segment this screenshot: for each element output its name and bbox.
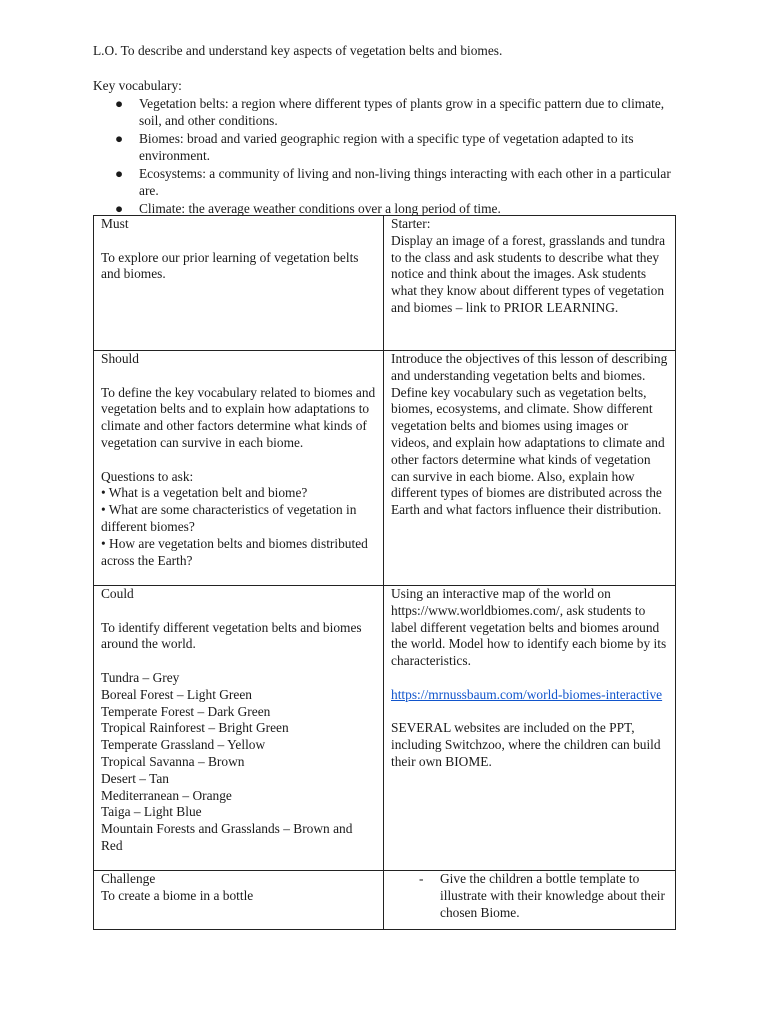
- row-challenge: [94, 871, 676, 930]
- should-heading: Should: [101, 351, 139, 366]
- could-activity-cell: [384, 586, 676, 871]
- bullet-icon: ●: [115, 166, 124, 181]
- biome-colour-item: Desert – Tan: [101, 770, 169, 786]
- question-item: • What is a vegetation belt and biome?: [101, 485, 308, 501]
- vocab-item: ● Biomes: broad and varied geographic region with a specific type of vegetation adapted to its environment.: [115, 131, 634, 163]
- could-objective: To identify different vegetation belts and biomes around the world.: [101, 619, 362, 652]
- vocab-item: ● Climate: the average weather conditions over a long period of time.: [115, 201, 501, 216]
- biome-colour-item: Temperate Grassland – Yellow: [101, 737, 266, 753]
- challenge-objective: To create a biome in a bottle: [101, 887, 254, 903]
- should-objective-cell: [94, 351, 384, 586]
- biome-colour-item: Boreal Forest – Light Green: [101, 686, 252, 702]
- vocab-item: ● Ecosystems: a community of living and non-living things interacting with each other in a particular are.: [115, 166, 671, 198]
- question-item: • What are some characteristics of vegetation in different biomes?: [101, 502, 357, 534]
- lesson-plan-table: [93, 215, 676, 930]
- bullet-icon: ●: [115, 131, 124, 146]
- could-heading: Could: [101, 586, 134, 601]
- world-biomes-link[interactable]: https://mrnussbaum.com/world-biomes-interactive: [391, 686, 663, 702]
- dash-bullet: -: [419, 871, 424, 886]
- bullet-icon: ●: [115, 201, 124, 216]
- challenge-activity-cell: [384, 871, 676, 930]
- biome-colour-item: Mountain Forests and Grasslands – Brown and Red: [101, 821, 353, 853]
- row-must: [94, 216, 676, 351]
- biome-colour-item: Tropical Rainforest – Bright Green: [101, 720, 289, 736]
- must-activity: Starter: Display an image of a forest, grasslands and tundra to the class and ask students to describe what they notice and think about the images. Ask students what they know about different types of vegetation and biomes – link to PRIOR LEARNING.: [391, 216, 666, 315]
- challenge-activity-item: [391, 871, 669, 921]
- must-heading: Must: [101, 216, 129, 231]
- learning-objective: L.O. To describe and understand key aspects of vegetation belts and biomes.: [93, 43, 503, 58]
- key-vocabulary-list: [93, 95, 683, 218]
- could-activity: Using an interactive map of the world on https://www.worldbiomes.com/, ask students to label different vegetation belts and biomes around the world. Model how to identify each biome by its characteristics.: [391, 586, 667, 669]
- row-should: [94, 351, 676, 586]
- questions-title: Questions to ask:: [101, 468, 194, 484]
- biome-colour-item: Tundra – Grey: [101, 669, 180, 685]
- biome-colour-item: Mediterranean – Orange: [101, 787, 232, 803]
- should-activity: Introduce the objectives of this lesson of describing and understanding vegetation belts and biomes. Define key vocabulary such as vegetation belts, biomes, ecosystems, and climate. Show different vegetation belts and biomes using images or videos, and explain how adaptations to climate and other factors determine what kinds of vegetation can survive in each biome. Also, explain how different types of biomes are distributed across the Earth and what factors influence their distribution.: [391, 351, 668, 518]
- could-objective-cell: [94, 586, 384, 871]
- must-activity-cell: [384, 216, 676, 351]
- biome-colour-item: Temperate Forest – Dark Green: [101, 703, 271, 719]
- biome-colour-item: Taiga – Light Blue: [101, 804, 202, 820]
- vocab-item: ● Vegetation belts: a region where different types of plants grow in a specific pattern due to climate, soil, and other conditions.: [115, 96, 665, 128]
- should-objective: To define the key vocabulary related to biomes and vegetation belts and to explain how adaptations to climate and other factors determine what kinds of vegetation can survive in each biome.: [101, 384, 376, 450]
- must-objective: To explore our prior learning of vegetation belts and biomes.: [101, 249, 359, 282]
- should-activity-cell: [384, 351, 676, 586]
- must-objective-cell: [94, 216, 384, 351]
- question-item: • How are vegetation belts and biomes distributed across the Earth?: [101, 535, 368, 568]
- bullet-icon: ●: [115, 96, 124, 111]
- challenge-activity: Give the children a bottle template to illustrate with their knowledge about their chosen Biome.: [440, 871, 665, 920]
- could-extra: SEVERAL websites are included on the PPT, including Switchzoo, where the children can build their own BIOME.: [391, 720, 661, 769]
- challenge-objective-cell: [94, 871, 384, 930]
- biome-colour-item: Tropical Savanna – Brown: [101, 753, 245, 769]
- key-vocabulary-title: Key vocabulary:: [93, 78, 182, 93]
- challenge-heading: Challenge: [101, 871, 156, 886]
- row-could: [94, 586, 676, 871]
